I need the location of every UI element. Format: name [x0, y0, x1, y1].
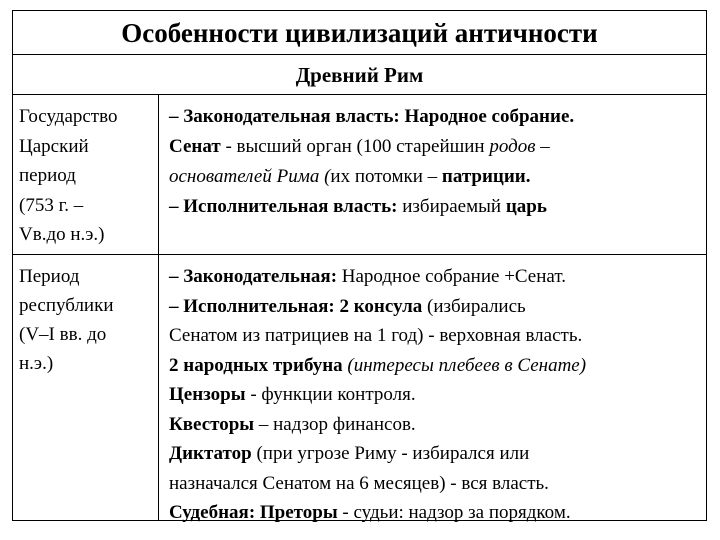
- table-row-republic-period: [12, 255, 707, 521]
- page-title: Особенности цивилизаций античности: [12, 10, 707, 55]
- period-label-line: республики: [19, 295, 114, 316]
- description-line: назначался Сенатом на 6 месяцев) - вся власть.: [169, 472, 549, 494]
- description-line: Судебная: Преторы - судьи: надзор за порядком.: [169, 502, 571, 523]
- description-line: – Исполнительная: 2 консула (избирались: [169, 295, 526, 317]
- description-line: 2 народных трибуна (интересы плебеев в Сенате): [169, 354, 587, 376]
- period-label-line: н.э.): [19, 353, 54, 374]
- period-label-line: Государство: [19, 106, 118, 127]
- period-label-line: (V–I вв. до: [19, 324, 107, 345]
- section-heading: Древний Рим: [12, 55, 707, 95]
- period-label-line: Vв.до н.э.): [19, 224, 105, 245]
- table-row-royal-period: [12, 95, 707, 255]
- description-line: – Законодательная: Народное собрание +Сенат.: [169, 266, 566, 287]
- period-label-line: Царский: [19, 135, 89, 157]
- description-line: – Исполнительная власть: избираемый царь: [169, 196, 547, 217]
- description-cell: [159, 95, 706, 254]
- description-line: Сенат - высший орган (100 старейшин родов –: [169, 136, 550, 157]
- period-label-line: Период: [19, 266, 80, 287]
- period-label-line: период: [19, 165, 76, 186]
- description-line: Диктатор (при угрозе Риму - избирался или: [169, 443, 530, 464]
- description-line: – Законодательная власть: Народное собрание.: [169, 106, 575, 127]
- description-line: Цензоры - функции контроля.: [169, 384, 416, 405]
- description-cell: [159, 255, 706, 523]
- description-line: основателей Рима (их потомки – патриции.: [169, 166, 531, 187]
- description-line: Квесторы – надзор финансов.: [169, 413, 416, 435]
- period-cell: [13, 95, 159, 254]
- period-label-line: (753 г. –: [19, 194, 84, 216]
- period-cell: [13, 255, 159, 520]
- description-line: Сенатом из патрициев на 1 год) - верховная власть.: [169, 325, 583, 346]
